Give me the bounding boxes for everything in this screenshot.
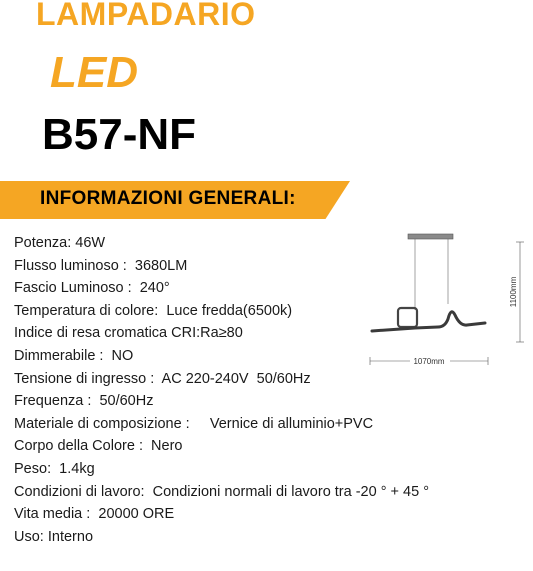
spec-row: Materiale di composizione : Vernice di alluminio+PVC (14, 415, 374, 432)
spec-row: Tensione di ingresso : AC 220-240V 50/60Hz (14, 370, 311, 387)
title-led: LED (50, 48, 138, 97)
spec-row: Temperatura di colore: Luce fredda(6500k) (14, 302, 293, 319)
spec-row: Corpo della Colore : Nero (14, 438, 183, 455)
spec-row: Potenza: 46W (14, 235, 106, 251)
title-lampadario: LAMPADARIO (36, 0, 256, 32)
section-title: INFORMAZIONI GENERALI: (40, 188, 296, 209)
spec-row: Uso: Interno (14, 528, 94, 545)
spec-row: Indice di resa cromatica CRI:Ra≥80 (14, 325, 243, 342)
width-dimension-label: 1070mm (413, 357, 445, 366)
lamp-wave-bar (372, 312, 485, 331)
spec-row: Flusso luminoso : 3680LM (14, 257, 188, 274)
spec-row: Frequenza : 50/60Hz (14, 393, 154, 410)
lamp-dimension-diagram (360, 224, 530, 374)
height-dimension-label: 1100mm (509, 276, 518, 308)
spec-row: Dimmerabile : NO (14, 347, 134, 364)
lamp-square-ring (398, 308, 417, 327)
ceiling-canopy (408, 234, 453, 239)
spec-row: Peso: 1.4kg (14, 460, 95, 477)
spec-row: Condizioni di lavoro: Condizioni normali di lavoro tra -20 ° + 45 ° (14, 483, 429, 500)
spec-row: Vita media : 20000 ORE (14, 506, 175, 523)
spec-row: Fascio Luminoso : 240° (14, 280, 170, 297)
model-code: B57-NF (42, 110, 197, 159)
